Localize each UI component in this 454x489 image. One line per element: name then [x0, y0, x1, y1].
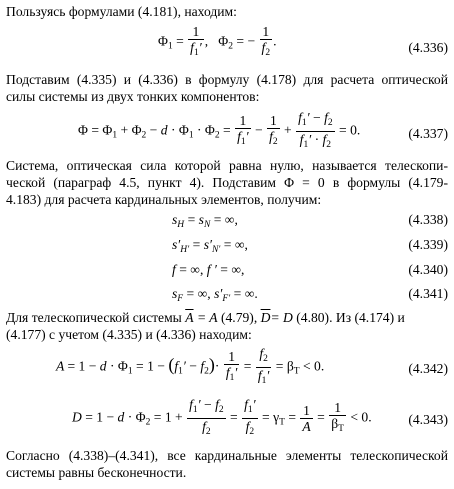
equation-4-340: f = ∞, f ′ = ∞, — [172, 262, 245, 277]
equation-number: (4.341) — [408, 286, 448, 301]
equation-4-337: $\Phi = \Phi_1 + \Phi_2 - d \cdot \Phi_1 \cdot \Phi_2$ = $\frac{1}{f_1'}$ − $\frac{1}{f_2}$ + $\frac{f_1' - f_2}{f_1' \cdot f_2}$ = 0. — [78, 110, 360, 153]
equation-number: (4.343) — [408, 412, 448, 427]
equation-4-341: $s_F$ = ∞, $s'_{F'}$ = ∞. — [172, 286, 258, 304]
equation-number: (4.337) — [408, 126, 448, 141]
paragraph-substitute-line2: силы системы из двух тонких компонентов: — [6, 89, 260, 104]
equation-number: (4.338) — [408, 212, 448, 227]
equation-number: (4.340) — [408, 262, 448, 277]
paragraph-for-telescopic-line2: (4.177) с учетом (4.335) и (4.336) находим: — [6, 327, 252, 342]
paragraph-intro: Пользуясь формулами (4.181), находим: — [6, 4, 237, 19]
equation-number: (4.336) — [408, 40, 448, 55]
equation-4-336: $\Phi_1$ = $\frac{1}{f_1'}$ , $\Phi_2$ = − $\frac{1}{f_2}$ . — [158, 24, 276, 61]
paragraph-conclusion-line1: Согласно (4.338)–(4.341), все кардинальные элементы телескопической — [6, 448, 448, 463]
paragraph-telescopic-line2: ческой (параграф 4.5, пункт 4). Подставим Φ = 0 в формулы (4.179- — [6, 175, 448, 190]
paragraph-telescopic-line1: Система, оптическая сила которой равна нулю, называется телескопи- — [6, 158, 448, 173]
paragraph-telescopic-line3: 4.183) для расчета кардинальных элементов, получим: — [6, 192, 322, 207]
equation-4-343: $D = 1 - d \cdot \Phi_2 = 1$ + $\frac{f_1' - f_2}{f_2}$ = $\frac{f_1'}{f_2}$ = $\gamma_T$ = $\frac{1}{A}$ = $\frac{1}{\beta_T}$ < 0. — [72, 397, 372, 440]
equation-4-338: $s_H = s_N$ = ∞, — [172, 212, 238, 230]
paragraph-conclusion-line2: системы равны бесконечности. — [6, 465, 187, 480]
equation-4-342: $A = 1 - d \cdot \Phi_1 = 1 - (f_1' - f_2)\cdot$ $\frac{1}{f_1'}$ = $\frac{f_2}{f_1'}$ = $\beta_T < 0$. — [56, 346, 324, 389]
equation-4-339: $s'_{H'} = s'_{N'}$ = ∞, — [172, 237, 248, 255]
equation-number: (4.339) — [408, 237, 448, 252]
paragraph-substitute-line1: Подставим (4.335) и (4.336) в формулу (4.178) для расчета оптической — [6, 72, 448, 87]
paragraph-for-telescopic-line1: Для телескопической системы $\overline{A} = A$ (4.79), $\overline{D}= D$ (4.80). Из (4.174) и — [6, 310, 405, 325]
equation-number: (4.342) — [408, 361, 448, 376]
